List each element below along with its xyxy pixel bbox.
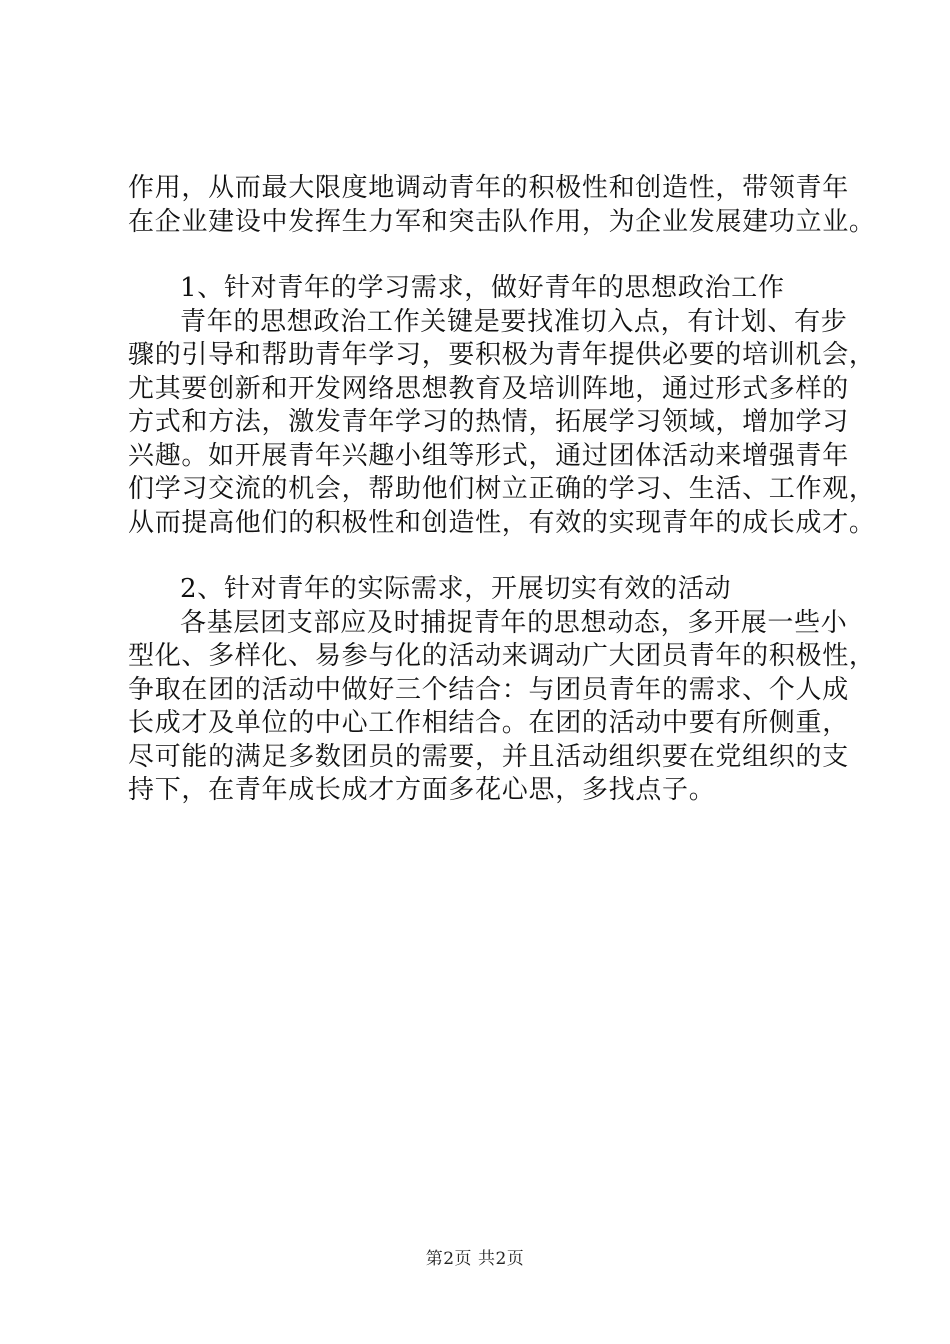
paragraph-spacer: [128, 239, 840, 272]
heading-line: 1、针对青年的学习需求，做好青年的思想政治工作: [180, 273, 785, 303]
text-line: 尽可能的满足多数团员的需要，并且活动组织要在党组织的支: [128, 741, 849, 772]
heading-line: 2、针对青年的实际需求，开展切实有效的活动: [180, 574, 732, 604]
text-line: 长成才及单位的中心工作相结合。在团的活动中要有所侧重，: [128, 708, 849, 738]
text-line: 型化、多样化、易参与化的活动来调动广大团员青年的积极性，: [128, 641, 876, 671]
document-body: [128, 172, 876, 808]
page-number-footer: 第2页 共2页: [425, 1249, 525, 1269]
text-line: 青年的思想政治工作关键是要找准切入点，有计划、有步: [180, 306, 848, 337]
text-line: 们学习交流的机会，帮助他们树立正确的学习、生活、工作观，: [128, 474, 876, 504]
paragraph: [128, 607, 876, 808]
text-line: 从而提高他们的积极性和创造性，有效的实现青年的成长成才。: [128, 507, 876, 538]
text-line: 骤的引导和帮助青年学习，要积极为青年提供必要的培训机会，: [128, 340, 876, 370]
text-line: 兴趣。如开展青年兴趣小组等形式，通过团体活动来增强青年: [128, 440, 849, 471]
text-line: 持下，在青年成长成才方面多花心思，多找点子。: [128, 775, 716, 805]
paragraph-spacer: [128, 540, 840, 573]
paragraph: [128, 172, 876, 239]
text-line: 作用，从而最大限度地调动青年的积极性和创造性，带领青年: [128, 173, 849, 203]
paragraph: [128, 306, 876, 541]
text-line: 争取在团的活动中做好三个结合：与团员青年的需求、个人成: [128, 674, 849, 705]
text-line: 在企业建设中发挥生力军和突击队作用，为企业发展建功立业。: [128, 206, 876, 237]
text-line: 方式和方法，激发青年学习的热情，拓展学习领域，增加学习: [128, 407, 849, 437]
text-line: 尤其要创新和开发网络思想教育及培训阵地，通过形式多样的: [128, 373, 849, 404]
section-heading: [128, 573, 840, 607]
text-line: 各基层团支部应及时捕捉青年的思想动态，多开展一些小: [180, 607, 848, 638]
section-heading: [128, 272, 840, 306]
